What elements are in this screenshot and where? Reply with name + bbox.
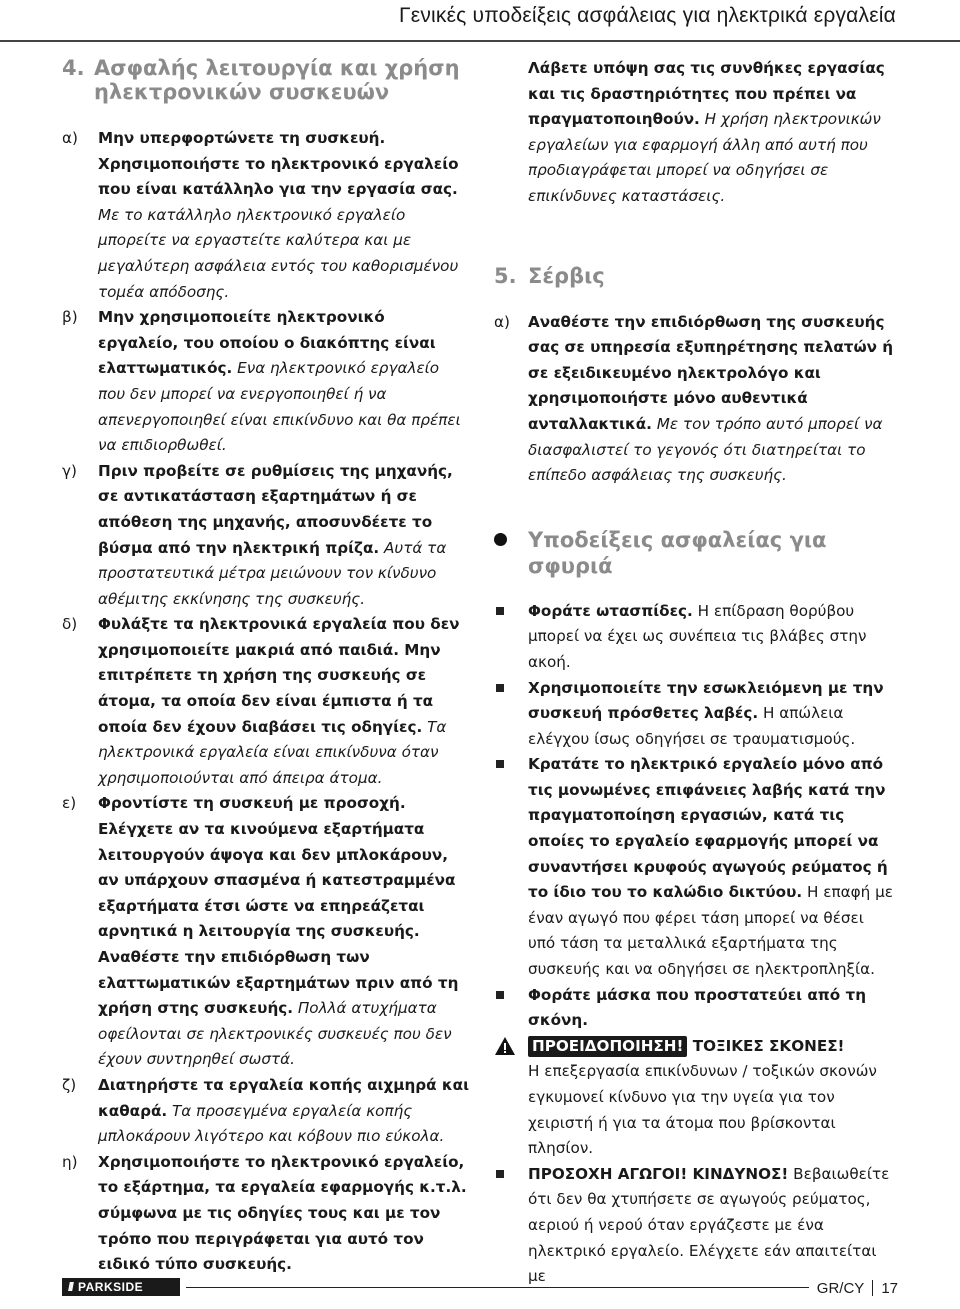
item-text: Ενα ηλεκτρονικό εργαλείο που δεν μπορεί να ενεργοποιηθεί ή να απενεργοποιηθεί είναι επικίνδυνο και θα πρέπει να επιδιορθωθεί. <box>98 359 461 455</box>
item-label: α) <box>494 312 510 331</box>
item-emphasis: Αναθέστε την επιδιόρθωση της συσκευής σας σε υπηρεσία εξυπηρέτησης πελατών ή σε εξειδικευμένο ηλεκτρολόγο και χρησιμοποιήστε μόνο αυθεντικά ανταλλακτικά. <box>528 312 894 433</box>
hammer-bullet-4 <box>494 983 894 1034</box>
instruction-item-h <box>62 1150 470 1278</box>
item-text: Με το κατάλληλο ηλεκτρονικό εργαλείο μπορείτε να εργαστείτε καλύτερα και με μεγαλύτερη ασφάλεια εντός του καθορισμένου τομέα απόδοσης. <box>98 205 459 301</box>
item-emphasis: Φροντίστε τη συσκευή με προσοχή. Ελέγχετε αν τα κινούμενα εξαρτήματα λειτουργούν άψογα και δεν μπλοκάρουν, αν υπάρχουν σπασμένα ή κατεστραμμένα εξαρτήματα έτσι ώστε να επηρεάζεται αρνητικά η λειτουργία της συσκευής. Αναθέστε την επιδιόρθωση των ελαττωματικών εξαρτημάτων πριν από τη χρήση στης συσκευής. <box>98 794 459 1018</box>
item-label: γ) <box>62 461 77 480</box>
section-4-title: Ασφαλής λειτουργία και χρήση ηλεκτρονικών συσκευών <box>94 56 460 104</box>
logo-brand: PARKSIDE <box>78 1280 144 1294</box>
toxic-dust-warning <box>494 1034 894 1060</box>
item-label: δ) <box>62 615 78 634</box>
warning-triangle-icon <box>494 1036 516 1056</box>
hammer-safety-heading <box>494 527 894 579</box>
footer-divider <box>186 1287 886 1288</box>
bullet-emphasis: Κρατάτε το ηλεκτρικό εργαλείο μόνο από τις μονωμένες επιφάνειες λαβής κατά την πραγματοποίηση εργασιών, κατά τις οποίες το εργαλείο εφαρμογής μπορεί να συναντήσει κρυφούς αγωγούς ρεύματος ή το ίδιο του το καλώδιο δικτύου. <box>528 755 888 902</box>
page-header-title: Γενικές υποδείξεις ασφάλειας για ηλεκτρικά εργαλεία <box>399 4 896 27</box>
footer-page-info <box>809 1279 898 1299</box>
square-bullet-icon <box>496 684 504 692</box>
item-emphasis: Πριν προβείτε σε ρυθμίσεις της μηχανής, σε αντικατάσταση εξαρτημάτων ή σε απόθεση της μηχανής, αποσυνδέετε το βύσμα από την ηλεκτρική πρίζα. <box>98 461 453 557</box>
bullet-text: Η επαφή με έναν αγωγό που φέρει τάση μπορεί να θέσει υπό τάση τα μεταλλικά εξαρτήματα της συσκευής και να οδηγήσει σε ηλεκτροπληξία. <box>528 883 893 979</box>
bullet-text: Η επίδραση θορύβου μπορεί να έχει ως συνέπεια τις βλάβες στην ακοή. <box>528 601 867 671</box>
hammer-bullet-5 <box>494 1162 894 1290</box>
continued-paragraph <box>494 56 894 210</box>
instruction-item-e <box>62 791 470 1073</box>
instruction-item-a <box>62 126 470 305</box>
section-5-heading <box>494 264 894 288</box>
item-emphasis: Διατηρήστε τα εργαλεία κοπής αιχμηρά και καθαρά. <box>98 1075 469 1120</box>
locale-code: GR/CY <box>816 1280 865 1297</box>
item-text: Πολλά ατυχήματα οφείλονται σε ηλεκτρονικές συσκευές που δεν έχουν συντηρηθεί σωστά. <box>98 999 452 1069</box>
right-column <box>494 56 894 1290</box>
warning-badge: ΠΡΟΕΙΔΟΠΟΙΗΣΗ! <box>528 1036 687 1057</box>
item-emphasis: Χρησιμοποιήστε το ηλεκτρονικό εργαλείο, το εξάρτημα, τα εργαλεία εφαρμογής κ.τ.λ. σύμφωνα με τις οδηγίες τους και με τον τρόπο που περιγράφεται για αυτό τον ειδικό τύπο συσκευής. <box>98 1152 467 1274</box>
instruction-item-c <box>62 459 470 613</box>
section-5-number: 5. <box>494 263 517 288</box>
service-item-a <box>494 310 894 489</box>
item-label: α) <box>62 129 78 147</box>
hammer-bullet-1 <box>494 599 894 676</box>
instruction-item-d <box>62 612 470 791</box>
bullet-emphasis: Φοράτε μάσκα που προστατεύει από τη σκόνη. <box>528 985 867 1030</box>
parkside-logo <box>62 1278 180 1296</box>
section-5-title: Σέρβις <box>528 263 605 288</box>
bullet-emphasis: Χρησιμοποιείτε την εσωκλειόμενη με την συσκευή πρόσθετες λαβές. <box>528 678 884 723</box>
square-bullet-icon <box>496 991 504 999</box>
page-number: 17 <box>881 1280 898 1297</box>
hammer-safety-title: Υποδείξεις ασφαλείας για σφυριά <box>528 527 827 578</box>
item-emphasis: Μην χρησιμοποιείτε ηλεκτρονικό εργαλείο, του οποίου ο διακόπτης είναι ελαττωματικός. <box>98 308 436 378</box>
item-text: Τα ηλεκτρονικά εργαλεία είναι επικίνδυνα όταν χρησιμοποιούνται από άπειρα άτομα. <box>98 717 447 787</box>
warning-heading: ΤΟΞΙΚΕΣ ΣΚΟΝΕΣ! <box>687 1036 845 1055</box>
warning-text: Η επεξεργασία επικίνδυνων / τοξικών σκονών εγκυμονεί κίνδυνο για την υγεία για τον χειριστή ή για τα άτομα που βρίσκονται πλησίον. <box>528 1062 877 1158</box>
item-text: Τα προσεγμένα εργαλεία κοπής μπλοκάρουν λιγότερο και κόβουν πιο εύκολα. <box>98 1101 445 1146</box>
item-label: η) <box>62 1152 78 1171</box>
item-label: ε) <box>62 794 77 813</box>
footer-separator <box>872 1280 873 1296</box>
hammer-bullet-3 <box>494 752 894 982</box>
square-bullet-icon <box>496 760 504 768</box>
bullet-text: Βεβαιωθείτε ότι δεν θα χτυπήσετε σε αγωγούς ρεύματος, αεριού ή νερού όταν εργάζεστε με ένα ηλεκτρικό εργαλείο. Ελέγχετε εάν απαιτείται με <box>528 1164 890 1286</box>
header-divider <box>0 40 960 42</box>
heading-bullet-icon <box>494 533 507 546</box>
item-label: ζ) <box>62 1075 77 1094</box>
section-4-heading <box>62 56 470 104</box>
bullet-emphasis: ΠΡΟΣΟΧΗ ΑΓΩΓΟΙ! ΚΙΝΔΥΝΟΣ! <box>528 1164 789 1183</box>
left-column <box>62 56 470 1278</box>
item-emphasis: Μην υπερφορτώνετε τη συσκευή. Χρησιμοποιήστε το ηλεκτρονικό εργαλείο που είναι κατάλληλο για την εργασία σας. <box>98 129 459 199</box>
item-text: Αυτά τα προστατευτικά μέτρα μειώνουν τον κίνδυνο αθέμιτης εκκίνησης της συσκευής. <box>98 538 447 608</box>
continued-emphasis: Λάβετε υπόψη σας τις συνθήκες εργασίας και τις δραστηριότητες που πρέπει να πραγματοποιηθούν. <box>528 59 885 129</box>
square-bullet-icon <box>496 1170 504 1178</box>
square-bullet-icon <box>496 607 504 615</box>
continued-text: Η χρήση ηλεκτρονικών εργαλείων για εφαρμογή άλλη από αυτή που προδιαγράφεται μπορεί να οδηγήσει σε επικίνδυνες καταστάσεις. <box>528 110 881 205</box>
section-4-number: 4. <box>62 56 85 80</box>
hammer-bullet-2 <box>494 676 894 753</box>
item-emphasis: Φυλάξτε τα ηλεκτρονικά εργαλεία που δεν χρησιμοποιείτε μακριά από παιδιά. Μην επιτρέπετε τη χρήση της συσκευής σε άτομα, τα οποία δεν είναι έμπιστα ή τα οποία δεν έχουν διαβάσει τις οδηγίες. <box>98 615 460 736</box>
bullet-text: Η απώλεια ελέγχου ίσως οδηγήσει σε τραυματισμούς. <box>528 704 856 748</box>
instruction-item-z <box>62 1073 470 1150</box>
instruction-item-b <box>62 305 470 459</box>
item-text: Με τον τρόπο αυτό μπορεί να διασφαλιστεί το γεγονός ότι διατηρείται το επίπεδο ασφάλειας της συσκευής. <box>528 414 883 485</box>
item-label: β) <box>62 308 78 327</box>
logo-stripes-icon: /// <box>68 1280 73 1294</box>
bullet-emphasis: Φοράτε ωτασπίδες. <box>528 601 693 620</box>
